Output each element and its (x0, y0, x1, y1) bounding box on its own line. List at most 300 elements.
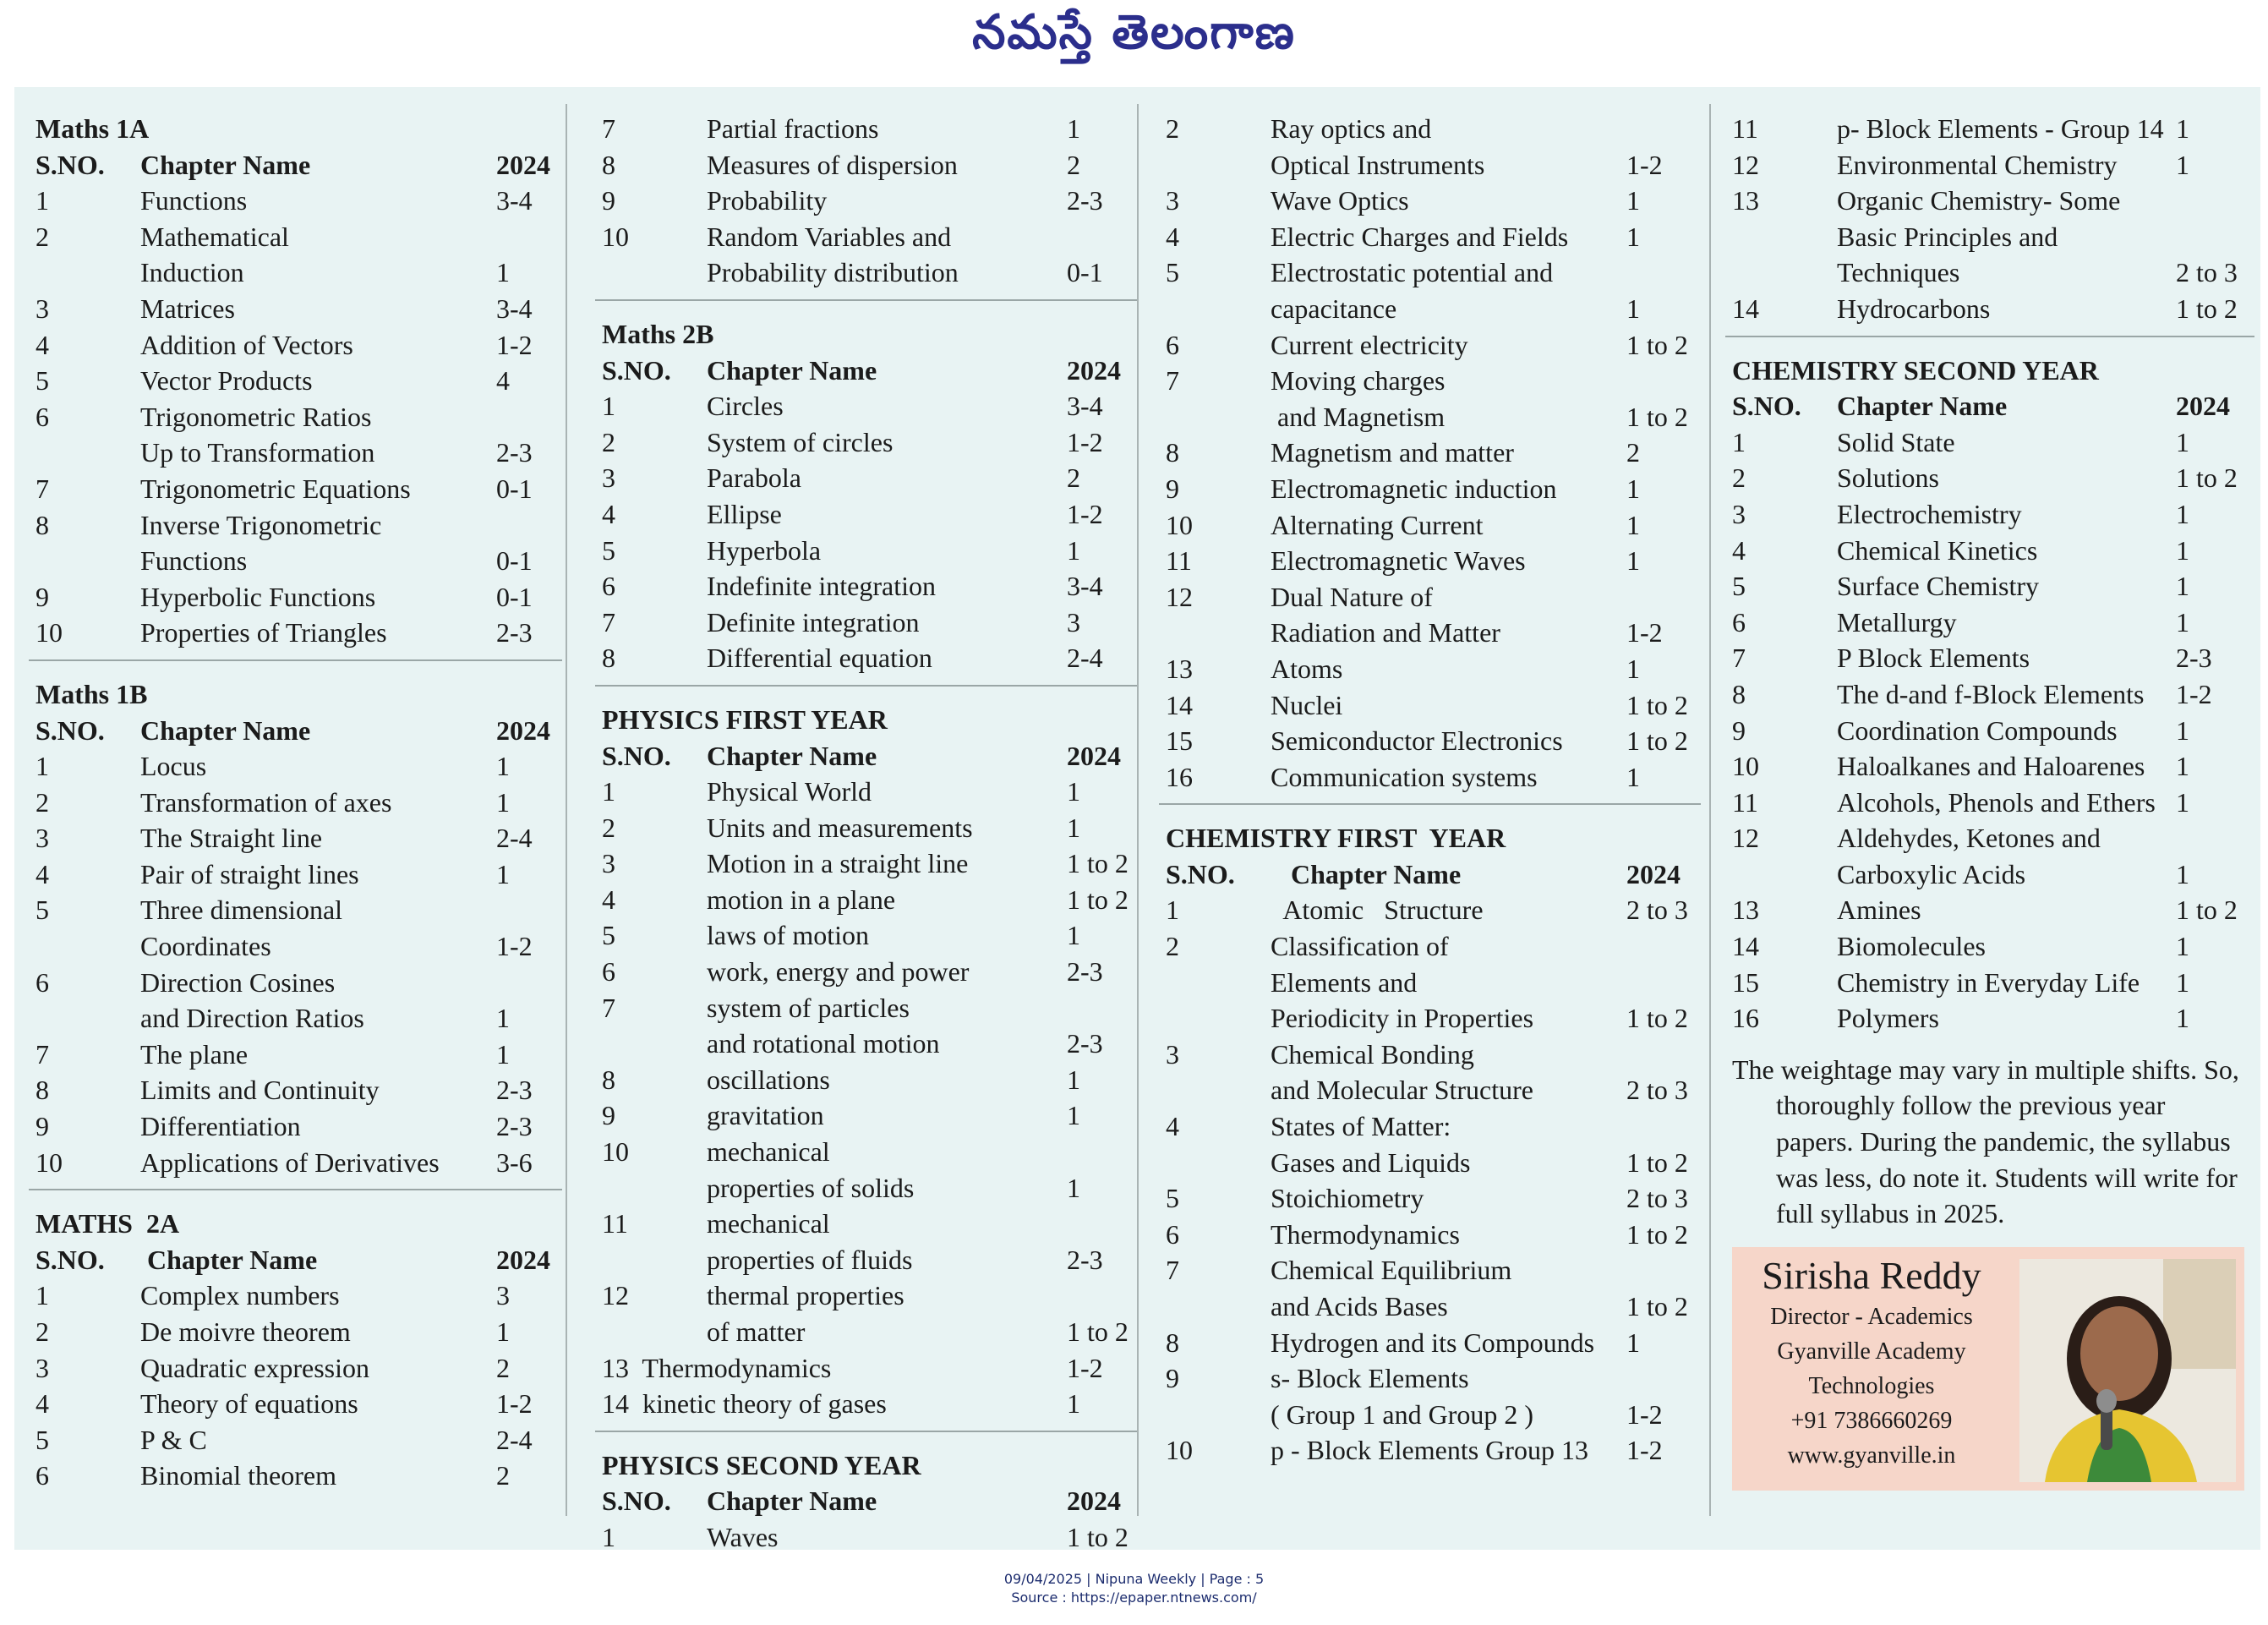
table-row (36, 291, 555, 327)
section-title: MATHS 2A (36, 1208, 180, 1239)
weightage: 3-4 (496, 185, 533, 216)
serial-number: 2 (1732, 462, 1746, 494)
weightage: 1 to 2 (1626, 1218, 1688, 1250)
serial-number (602, 1170, 707, 1206)
subject-section (36, 659, 555, 1180)
serial-number (36, 1000, 140, 1037)
serial-number: 5 (602, 534, 615, 566)
chapter-name: p - Block Elements Group 13 (1271, 1435, 1588, 1466)
serial-number: 10 (602, 1136, 629, 1168)
table-row (602, 1097, 1130, 1134)
table-row (1166, 579, 1694, 616)
section-title: CHEMISTRY SECOND YEAR (1732, 354, 2099, 386)
chapter-name: Induction (140, 257, 244, 288)
weightage: 1 (1067, 113, 1080, 144)
chapter-name: The plane (140, 1038, 249, 1070)
table-row (1166, 1108, 1694, 1145)
weightage (1626, 1037, 1694, 1073)
table-row (1166, 1325, 1694, 1361)
chapter-name: Probability (707, 185, 828, 216)
table-row (1732, 928, 2248, 965)
chapter-name: s- Block Elements (1271, 1363, 1469, 1394)
section-divider (1159, 803, 1701, 805)
chapter-name: oscillations (707, 1064, 830, 1095)
chapter-name: Solutions (1837, 462, 1939, 494)
subject-section (36, 111, 555, 651)
table-row (1166, 111, 1694, 147)
chapter-name: Inverse Trigonometric (140, 509, 382, 540)
chapter-name: Parabola (707, 462, 801, 494)
serial-number (1166, 1000, 1271, 1037)
serial-number: 7 (36, 1038, 49, 1070)
chapter-name: Three dimensional (140, 895, 343, 926)
chapter-name: The d-and f-Block Elements (1837, 678, 2145, 709)
serial-number: 4 (1732, 534, 1746, 566)
chapter-name: Thermodynamics (1271, 1218, 1460, 1250)
page-footer (0, 1570, 2268, 1607)
table-row (602, 568, 1130, 605)
author-photo (2019, 1259, 2236, 1482)
table-row (1732, 892, 2248, 928)
table-row (602, 917, 1130, 954)
weightage-panel (14, 87, 2260, 1550)
serial-number: 9 (1732, 714, 1746, 746)
table-row (36, 1422, 555, 1458)
serial-number: 5 (1732, 571, 1746, 602)
weightage: 1 (1067, 534, 1080, 566)
weightage (496, 892, 555, 928)
weightage: 1 (2176, 606, 2189, 637)
table-row (602, 640, 1130, 676)
weightage: 1 (1067, 1388, 1080, 1420)
weightage: 2024 (496, 1244, 550, 1275)
chapter-name: Coordinates (140, 931, 271, 962)
chapter-name: Waves (707, 1521, 779, 1552)
serial-number: 2 (36, 221, 49, 252)
chapter-name: Binomial theorem (140, 1460, 336, 1491)
table-row (36, 892, 555, 928)
weightage: 1 to 2 (1626, 401, 1688, 432)
serial-number: 5 (1166, 1183, 1179, 1214)
table-row (36, 327, 555, 364)
section-divider (29, 1189, 562, 1190)
table-row (1732, 460, 2248, 496)
weightage: 1 (1067, 1064, 1080, 1095)
weightage: 1 (2176, 931, 2189, 962)
table-row (1166, 219, 1694, 255)
table-row (602, 774, 1130, 810)
serial-number: 3 (1732, 498, 1746, 529)
serial-number: 11 (1732, 113, 1758, 144)
serial-number: 3 (36, 1352, 49, 1383)
chapter-name: Coordination Compounds (1837, 714, 2118, 746)
serial-number: 16 (1166, 761, 1193, 792)
weightage: 2 (1626, 437, 1640, 468)
chapter-name: Indefinite integration (707, 571, 937, 602)
serial-number: 13 Thermodynamics (602, 1352, 832, 1383)
table-row (602, 1134, 1130, 1170)
table-row (602, 882, 1130, 918)
chapter-name: Chemical Bonding (1271, 1038, 1474, 1070)
table-row (36, 1037, 555, 1073)
serial-number: 12 (1166, 581, 1193, 612)
chapter-name: Ellipse (707, 498, 782, 529)
table-row (36, 1278, 555, 1314)
author-info (1732, 1252, 2011, 1473)
serial-number: 10 (1732, 751, 1759, 782)
table-row (1732, 713, 2248, 749)
chapter-name: System of circles (707, 426, 894, 457)
serial-number: 11 (1732, 786, 1758, 818)
weightage: 2-3 (496, 437, 533, 468)
weightage: 1 to 2 (2176, 462, 2238, 494)
chapter-name: of matter (707, 1316, 806, 1347)
column-divider (1137, 104, 1139, 1516)
table-row (1732, 147, 2248, 183)
column-divider (1709, 104, 1711, 1516)
chapter-name: Probability distribution (707, 257, 959, 288)
table-row (36, 965, 555, 1001)
table-row (602, 388, 1130, 424)
serial-number (602, 1314, 707, 1350)
chapter-name: ( Group 1 and Group 2 ) (1271, 1398, 1534, 1430)
chapter-name: Direction Cosines (140, 966, 336, 998)
author-card (1732, 1247, 2244, 1491)
weightage: 1 (496, 1038, 510, 1070)
weightage (2176, 820, 2248, 856)
table-row (36, 254, 555, 291)
serial-number: 5 (602, 920, 615, 951)
chapter-name: Properties of Triangles (140, 617, 387, 648)
weightage: 3 (496, 1280, 510, 1311)
section-divider (29, 659, 562, 661)
table-row (36, 615, 555, 651)
author-org: Gyanville Academy (1777, 1338, 1966, 1365)
table-row (1732, 605, 2248, 641)
weightage: 2 (496, 1352, 510, 1383)
serial-number: 14 (1732, 931, 1759, 962)
weightage: 1 to 2 (1626, 689, 1688, 720)
weightage: 2-3 (1067, 956, 1103, 988)
table-row (602, 1242, 1130, 1278)
chapter-name: Surface Chemistry (1837, 571, 2040, 602)
chapter-name: Semiconductor Electronics (1271, 725, 1563, 757)
serial-number: 9 (36, 581, 49, 612)
serial-number: S.NO. (36, 149, 105, 180)
section-title: Maths 1A (36, 113, 150, 144)
chapter-name: work, energy and power (707, 956, 970, 988)
chapter-name: Electromagnetic induction (1271, 473, 1557, 504)
table-row (1166, 543, 1694, 579)
chapter-name: Random Variables and (707, 221, 952, 252)
chapter-name: Circles (707, 391, 784, 422)
serial-number: 7 (602, 606, 615, 637)
serial-number: 4 (602, 884, 615, 915)
column-divider (566, 104, 567, 1516)
serial-number: 6 (36, 1460, 49, 1491)
weightage (1067, 990, 1130, 1026)
table-row (36, 399, 555, 435)
serial-number: 10 (1166, 509, 1193, 540)
weightage: 1 to 2 (1067, 1521, 1129, 1552)
table-row (602, 810, 1130, 846)
serial-number: S.NO. (602, 740, 671, 771)
table-row (36, 856, 555, 893)
serial-number: 8 (1166, 1327, 1179, 1358)
table-row (1166, 1145, 1694, 1181)
table-row (1732, 183, 2248, 219)
serial-number: 10 (36, 1146, 63, 1178)
serial-number: S.NO. (36, 1244, 105, 1275)
chapter-name: Chapter Name (1837, 391, 2008, 422)
serial-number: 7 (602, 113, 615, 144)
weightage: 1 (496, 1003, 510, 1034)
serial-number: 1 (1166, 895, 1179, 926)
weightage: 1 to 2 (1067, 884, 1129, 915)
weightage: 1 (496, 786, 510, 818)
chapter-name: The Straight line (140, 823, 323, 854)
weightage: 1-2 (2176, 678, 2212, 709)
serial-number: 1 (36, 185, 49, 216)
serial-number (1166, 291, 1271, 327)
weightage: 1 (1626, 185, 1640, 216)
weightage: 2 (1067, 149, 1080, 180)
weightage: 2-3 (1067, 185, 1103, 216)
chapter-name: Definite integration (707, 606, 920, 637)
chapter-name: Communication systems (1271, 761, 1538, 792)
table-row (602, 1386, 1130, 1422)
weightage (1067, 1206, 1130, 1242)
chapter-name: P Block Elements (1837, 643, 2030, 674)
table-row (1732, 856, 2248, 893)
serial-number: S.NO. (1732, 391, 1801, 422)
chapter-name: Matrices (140, 293, 235, 324)
table-row (36, 1000, 555, 1037)
serial-number: 4 (1166, 1111, 1179, 1142)
weightage: 2 to 3 (1626, 1075, 1688, 1106)
chapter-name: Alcohols, Phenols and Ethers (1837, 786, 2156, 818)
table-row (1166, 892, 1694, 928)
chapter-name: Carboxylic Acids (1837, 858, 2026, 889)
weightage: 2 (496, 1460, 510, 1491)
table-row (36, 1350, 555, 1387)
chapter-name: Metallurgy (1837, 606, 1957, 637)
table-header (602, 1483, 1130, 1519)
serial-number (1166, 1289, 1271, 1325)
chapter-name: Amines (1837, 895, 1921, 926)
weightage (1626, 1252, 1694, 1289)
table-row (36, 543, 555, 579)
table-row (1732, 820, 2248, 856)
weightage: 1 to 2 (1067, 1316, 1129, 1347)
weightage: 2-3 (1067, 1028, 1103, 1059)
weightage: 1 (2176, 113, 2189, 144)
chapter-name: P & C (140, 1424, 207, 1455)
table-row (36, 363, 555, 399)
table-row (36, 507, 555, 544)
serial-number: 3 (36, 823, 49, 854)
table-row (602, 845, 1130, 882)
chapter-name: Nuclei (1271, 689, 1343, 720)
chapter-name: Chemistry in Everyday Life (1837, 966, 2140, 998)
table-header (602, 738, 1130, 774)
subject-section (602, 299, 1130, 676)
table-row (1166, 1217, 1694, 1253)
weightage: 2 to 3 (1626, 1183, 1688, 1214)
serial-number (36, 928, 140, 965)
table-row (36, 1145, 555, 1181)
serial-number: 10 (36, 617, 63, 648)
serial-number (1166, 965, 1271, 1001)
weightage (1067, 1134, 1130, 1170)
weightage: 3-6 (496, 1146, 533, 1178)
weightage (1626, 254, 1694, 291)
table-row (36, 1386, 555, 1422)
serial-number: 5 (36, 895, 49, 926)
weightage: 2-3 (496, 1075, 533, 1106)
weightage (1626, 111, 1694, 147)
table-row (1166, 291, 1694, 327)
column-1 (36, 111, 555, 1494)
table-row (602, 954, 1130, 990)
section-divider (595, 299, 1137, 301)
weightage: 1-2 (1626, 1398, 1663, 1430)
chapter-name: Limits and Continuity (140, 1075, 380, 1106)
serial-number: 1 (602, 776, 615, 807)
serial-number: 14 (1166, 689, 1193, 720)
chapter-name: Differential equation (707, 643, 932, 674)
chapter-name: Hydrocarbons (1837, 293, 1991, 324)
chapter-name: Current electricity (1271, 329, 1468, 360)
weightage (1626, 928, 1694, 965)
subject-section (1732, 336, 2248, 1037)
weightage: 1 to 2 (1626, 1291, 1688, 1321)
section-title: PHYSICS FIRST YEAR (602, 703, 888, 735)
table-row (1732, 965, 2248, 1001)
table-row (36, 820, 555, 856)
weightage: 1 (2176, 149, 2189, 180)
chapter-name: Chapter Name (707, 1485, 877, 1517)
table-row (1166, 1289, 1694, 1325)
weightage: 1 to 2 (1626, 329, 1688, 360)
column-4 (1732, 111, 2248, 1491)
serial-number: 9 (1166, 1363, 1179, 1394)
chapter-name: Chemical Equilibrium (1271, 1255, 1512, 1286)
chapter-name: Addition of Vectors (140, 329, 353, 360)
table-row (1732, 111, 2248, 147)
weightage: 1 (2176, 571, 2189, 602)
table-row (36, 1458, 555, 1494)
weightage: 2-3 (496, 617, 533, 648)
subject-section (602, 685, 1130, 1422)
serial-number: 12 (1732, 823, 1759, 854)
chapter-name: Atomic Structure (1271, 895, 1484, 926)
chapter-name: Techniques (1837, 257, 1960, 288)
chapter-name: Pair of straight lines (140, 858, 359, 889)
table-row (1166, 1252, 1694, 1289)
weightage: 4 (496, 365, 510, 397)
chapter-name: Hyperbolic Functions (140, 581, 376, 612)
weightage: 1 to 2 (1626, 1146, 1688, 1178)
serial-number: 2 (36, 786, 49, 818)
table-row (1166, 254, 1694, 291)
serial-number: 14 (1732, 293, 1759, 324)
serial-number: 1 (36, 1280, 49, 1311)
serial-number: 2 (602, 426, 615, 457)
weightage: 1-2 (1067, 498, 1103, 529)
table-header (1732, 388, 2248, 424)
serial-number: 8 (602, 643, 615, 674)
subject-section (36, 1189, 555, 1494)
serial-number (1166, 615, 1271, 651)
serial-number: 8 (602, 149, 615, 180)
chapter-name: capacitance (1271, 293, 1397, 324)
serial-number: 4 (36, 858, 49, 889)
chapter-name: gravitation (707, 1100, 824, 1131)
serial-number (36, 543, 140, 579)
serial-number: 10 (1166, 1435, 1193, 1466)
weightage: 2 to 3 (1626, 895, 1688, 926)
weightage: 1 (496, 1316, 510, 1347)
weightage: 1 (2176, 786, 2189, 818)
weightage (1626, 965, 1694, 1001)
serial-number: 2 (1166, 113, 1179, 144)
weightage (1067, 1278, 1130, 1314)
table-row (602, 424, 1130, 461)
table-row (602, 147, 1130, 183)
serial-number: 4 (36, 329, 49, 360)
table-row (36, 785, 555, 821)
author-name: Sirisha Reddy (1762, 1253, 1981, 1297)
serial-number: 8 (1166, 437, 1179, 468)
weightage: 1 to 2 (2176, 293, 2238, 324)
chapter-name: Periodicity in Properties (1271, 1003, 1534, 1034)
serial-number: S.NO. (1166, 858, 1235, 889)
serial-number: 7 (1166, 1255, 1179, 1286)
chapter-name: system of particles (707, 992, 910, 1023)
newspaper-logo: నమస్తే తెలంగాణ (972, 4, 1296, 60)
serial-number: S.NO. (36, 714, 105, 746)
table-row (1166, 723, 1694, 759)
serial-number: 3 (602, 848, 615, 879)
serial-number: 16 (1732, 1003, 1759, 1034)
weightage: 2-4 (496, 1424, 533, 1455)
chapter-name: Organic Chemistry- Some (1837, 185, 2121, 216)
serial-number: 9 (602, 1100, 615, 1131)
serial-number (1732, 254, 1837, 291)
serial-number (36, 435, 140, 471)
table-row (1732, 1000, 2248, 1037)
chapter-name: Units and measurements (707, 812, 973, 843)
chapter-name: and Acids Bases (1271, 1291, 1448, 1321)
weightage: 1 (1067, 776, 1080, 807)
table-row (1166, 1397, 1694, 1433)
weightage: 1 (1626, 293, 1640, 324)
chapter-name: Dual Nature of (1271, 581, 1433, 612)
table-row (36, 928, 555, 965)
chapter-name: Hyperbola (707, 534, 822, 566)
chapter-name: and Molecular Structure (1271, 1075, 1533, 1106)
weightage (1626, 1108, 1694, 1145)
table-header (602, 353, 1130, 389)
weightage: 2-3 (1067, 1244, 1103, 1275)
serial-number: 6 (602, 571, 615, 602)
weightage (1626, 1360, 1694, 1397)
table-row (1732, 533, 2248, 569)
serial-number: 1 (1732, 426, 1746, 457)
table-row (1166, 615, 1694, 651)
serial-number: 9 (602, 185, 615, 216)
